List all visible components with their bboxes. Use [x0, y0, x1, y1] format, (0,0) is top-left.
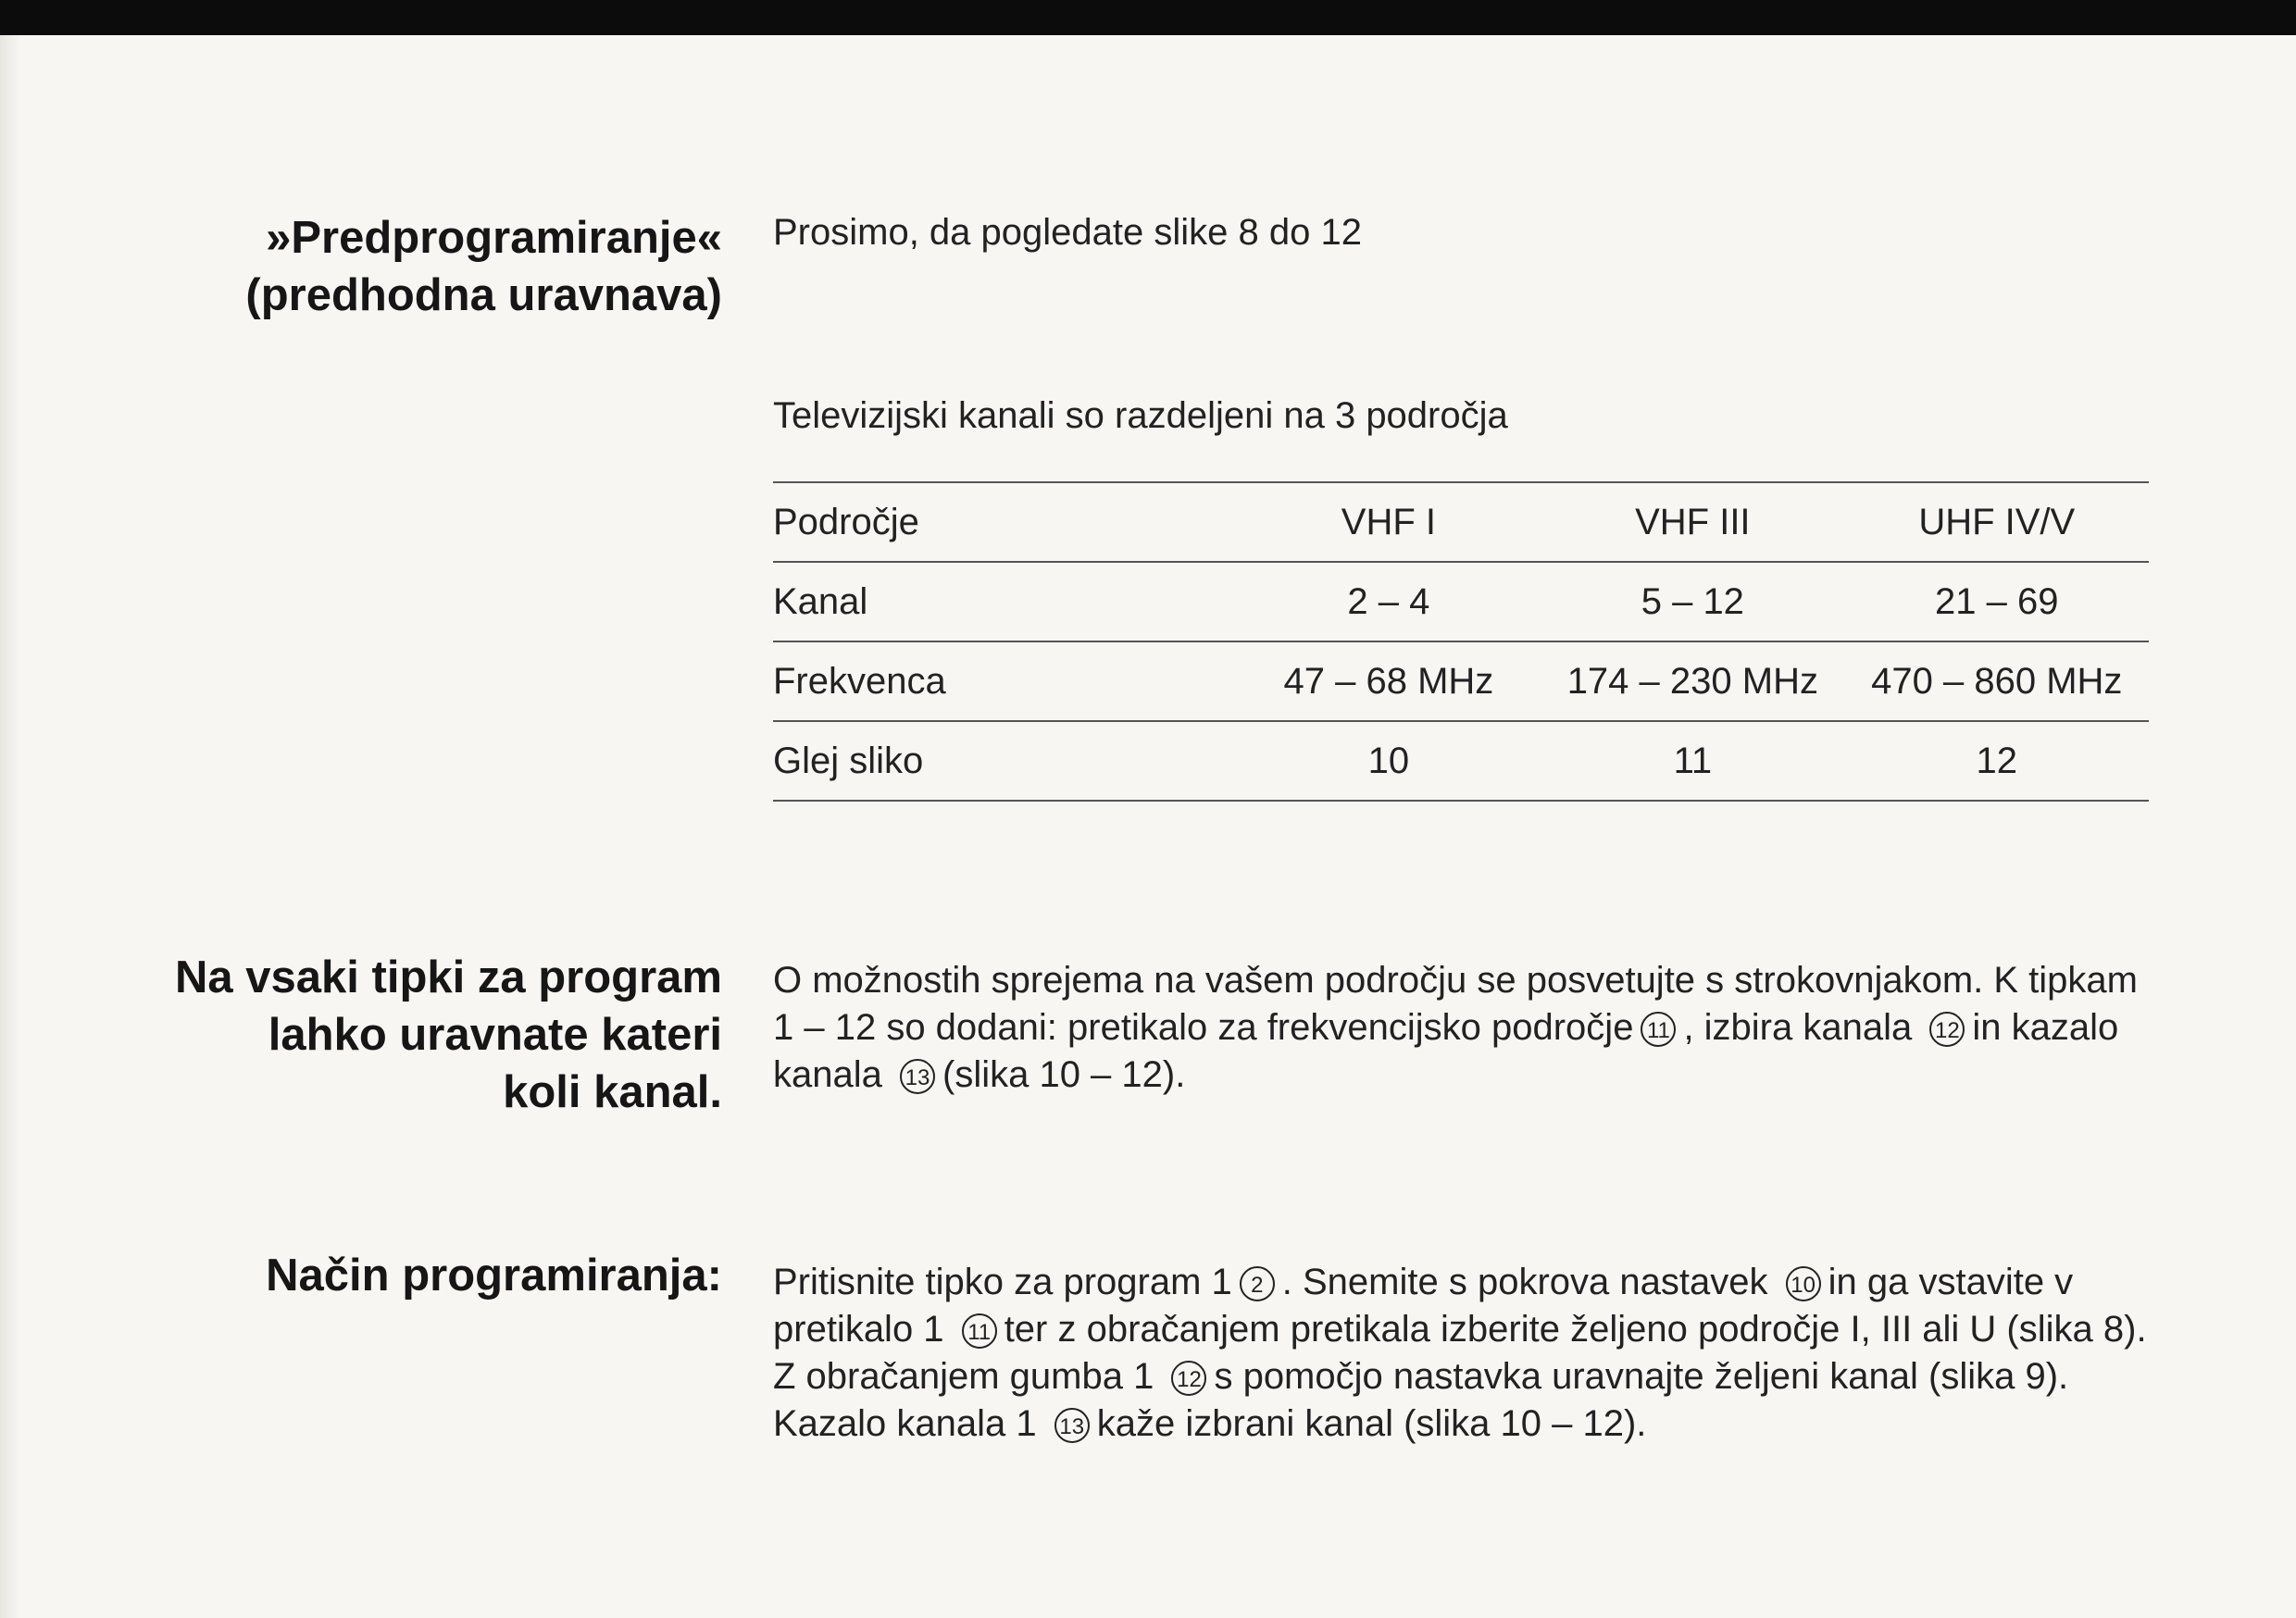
table-cell: 47 – 68 MHz — [1237, 641, 1541, 721]
ref-number-11: 11 — [962, 1313, 997, 1349]
text-span: Pritisnite tipko za program 1 — [773, 1262, 1232, 1302]
heading-line: koli kanal. — [503, 1067, 722, 1117]
page-edge — [0, 35, 20, 1618]
intro-text: Prosimo, da pogledate slike 8 do 12 — [773, 212, 1362, 253]
heading-method — [56, 1247, 722, 1304]
row-label: Področje — [773, 482, 1237, 562]
table-cell: 11 — [1541, 721, 1844, 801]
ref-number-13: 13 — [900, 1059, 935, 1094]
table-row — [773, 482, 2149, 562]
table-cell: VHF III — [1541, 482, 1844, 562]
any-channel-text — [773, 957, 2152, 1099]
heading-line: Način programiranja: — [266, 1251, 722, 1301]
table-row — [773, 562, 2149, 641]
heading-line: lahko uravnate kateri — [268, 1010, 722, 1060]
text-span: (slika 10 – 12). — [942, 1054, 1186, 1095]
row-label: Kanal — [773, 562, 1237, 641]
table-row — [773, 641, 2149, 721]
table-intro-text: Televizijski kanali so razdeljeni na 3 področja — [773, 395, 1508, 436]
ref-number-10: 10 — [1786, 1266, 1821, 1301]
table-cell: UHF IV/V — [1845, 482, 2149, 562]
heading-preprogramming — [56, 209, 722, 324]
text-span: O možnostih sprejema na vašem področju se posvetujte s strokovnjakom. K tipkam 1 – 12 so dodani: pretikalo za frekvencijsko področje — [773, 960, 2138, 1048]
text-span: , izbira kanala — [1683, 1007, 1913, 1048]
method-text — [773, 1259, 2152, 1448]
paragraph — [773, 1400, 2152, 1448]
table-cell: VHF I — [1237, 482, 1541, 562]
table-cell: 2 – 4 — [1237, 562, 1541, 641]
top-border — [0, 0, 2296, 35]
heading-line: Na vsaki tipki za program — [175, 952, 722, 1002]
text-span: in kazalo kanala — [773, 1007, 2119, 1095]
text-span: Z obračanjem gumba 1 — [773, 1356, 1154, 1397]
ref-number-13: 13 — [1054, 1408, 1090, 1443]
table-cell: 21 – 69 — [1845, 562, 2149, 641]
heading-line: (predhodna uravnava) — [245, 270, 722, 320]
table-cell: 5 – 12 — [1541, 562, 1844, 641]
preprogramming-intro — [773, 209, 2152, 256]
text-span: kaže izbrani kanal (slika 10 – 12). — [1096, 1403, 1647, 1444]
paragraph — [773, 1259, 2152, 1353]
text-span: ter z obračanjem pretikala izberite željeno področje I, III ali U (slika 8). — [1004, 1309, 2147, 1350]
ref-number-2: 2 — [1240, 1266, 1275, 1301]
text-span: Kazalo kanala 1 — [773, 1403, 1037, 1444]
row-label: Glej sliko — [773, 721, 1237, 801]
heading-any-channel — [56, 949, 722, 1121]
ref-number-12: 12 — [1171, 1361, 1206, 1396]
text-span: s pomočjo nastavka uravnajte željeni kanal (slika 9). — [1214, 1356, 2069, 1397]
row-label: Frekvenca — [773, 641, 1237, 721]
text-span: . Snemite s pokrova nastavek — [1281, 1262, 1768, 1302]
ref-number-11: 11 — [1641, 1012, 1676, 1047]
paragraph — [773, 957, 2152, 1099]
table-cell: 174 – 230 MHz — [1541, 641, 1844, 721]
ref-number-12: 12 — [1929, 1012, 1965, 1047]
table-row — [773, 721, 2149, 801]
channel-table — [773, 481, 2149, 802]
table-cell: 470 – 860 MHz — [1845, 641, 2149, 721]
text-span: in ga vstavite v pretikalo 1 — [773, 1262, 2074, 1350]
paragraph — [773, 1353, 2152, 1400]
table-cell: 12 — [1845, 721, 2149, 801]
table-intro — [773, 392, 2152, 440]
heading-line: »Predprogramiranje« — [266, 213, 722, 263]
table-cell: 10 — [1237, 721, 1541, 801]
